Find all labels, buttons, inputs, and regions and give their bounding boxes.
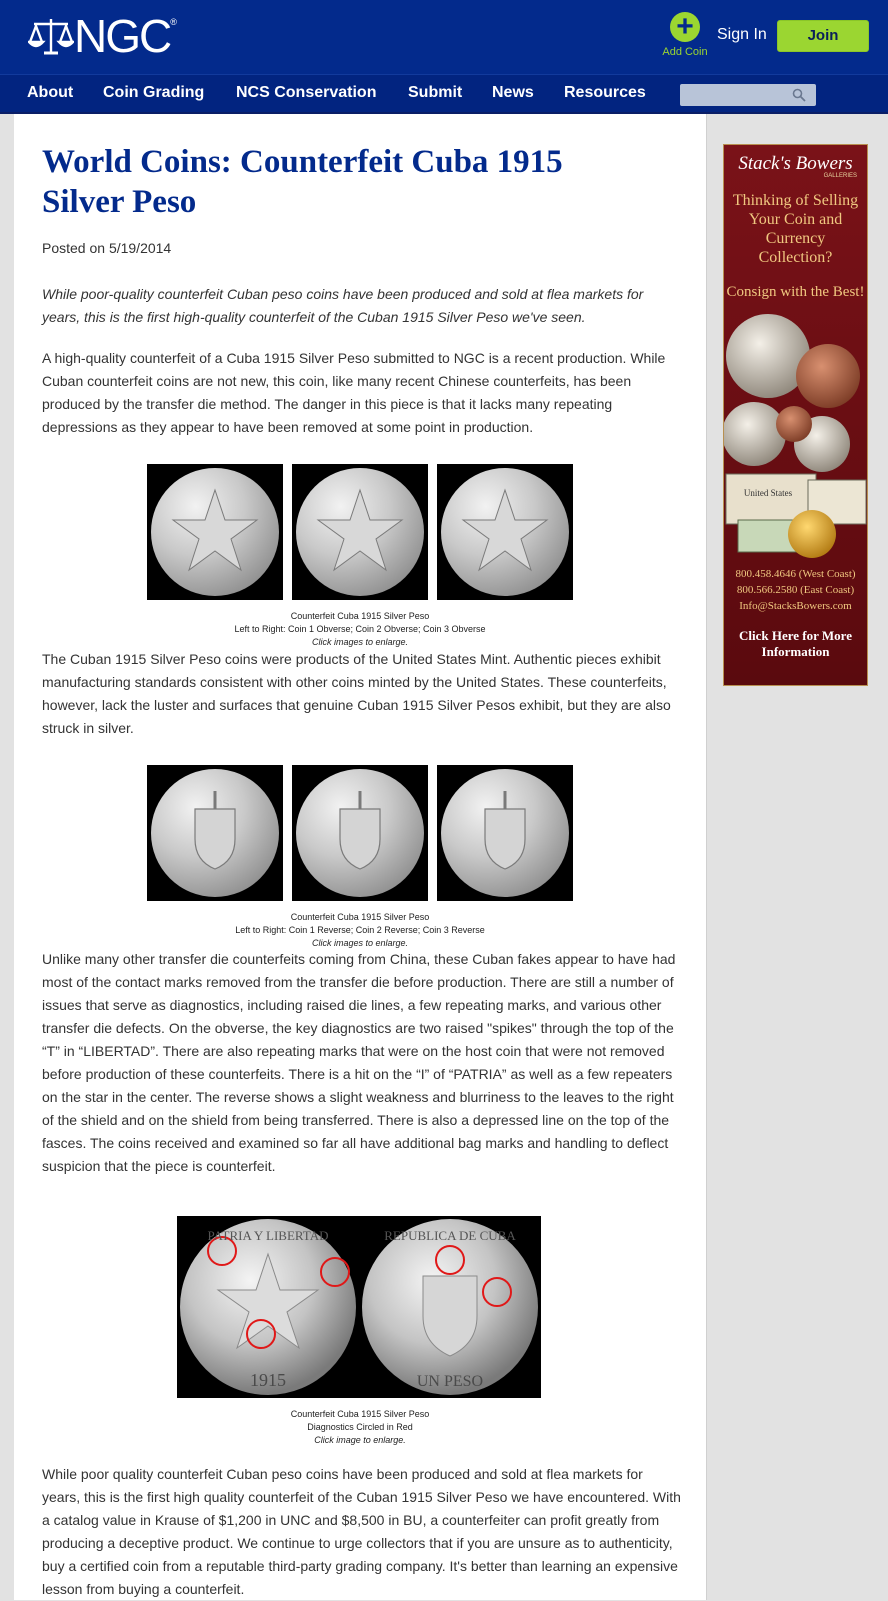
add-coin-label: Add Coin [662,46,708,58]
ad-coin-collage [724,310,867,566]
caption-note: Click images to enlarge. [311,938,409,948]
svg-text:1915: 1915 [250,1370,286,1390]
scales-logo-icon [28,16,74,56]
nav-item-news[interactable]: News [492,84,534,101]
ad-galleries: GALLERIES [823,173,857,179]
sidebar [706,114,888,1600]
svg-text:UN PESO: UN PESO [416,1373,484,1390]
search-input[interactable] [680,84,816,106]
search-icon[interactable] [792,88,806,102]
join-button[interactable]: Join [777,20,869,52]
nav-item-ncs-conservation[interactable]: NCS Conservation [236,84,377,101]
caption-subtitle: Diagnostics Circled in Red [307,1422,413,1432]
paragraph-2: The Cuban 1915 Silver Peso coins were products of the United States Mint. Authentic pieces exhibit manufacturing standards consistent with other coins minted by the United States. These counterfeits, however, lack the luster and surfaces that genuine Cuban 1915 Silver Pesos exhibit, but they are also struck in silver. [42,651,671,736]
ad-headline: Thinking of Selling Your Coin and Currency Collection? [732,192,859,266]
site-header [0,0,888,74]
ad-consign: Consign with the Best! [726,284,865,300]
coin-2-reverse-image[interactable] [292,765,428,901]
star-icon [296,468,424,596]
ngc-logo[interactable] [28,12,177,60]
coin-3-reverse-image[interactable] [437,765,573,901]
nav-item-about[interactable]: About [27,84,74,101]
caption-subtitle: Left to Right: Coin 1 Reverse; Coin 2 Reverse; Coin 3 Reverse [235,925,485,935]
page-title: World Coins: Counterfeit Cuba 1915 Silver Peso [42,144,563,220]
main-nav [0,74,888,114]
stacks-bowers-ad[interactable] [723,144,868,686]
nav-item-resources[interactable]: Resources [564,84,646,101]
caption-note: Click image to enlarge. [314,1435,406,1445]
logo-text: NGC [74,10,171,62]
coin-1-obverse-image[interactable] [147,464,283,600]
coin-face [441,468,569,596]
diagnostics-coins [177,1216,541,1398]
star-icon [151,468,279,596]
sign-in-link[interactable]: Sign In [717,26,767,43]
coin-face [151,468,279,596]
caption-title: Counterfeit Cuba 1915 Silver Peso [290,611,430,621]
coin-1-reverse-image[interactable] [147,765,283,901]
ad-email: Info@StacksBowers.com [739,600,852,612]
coin-face [441,769,569,897]
coin-3-obverse-image[interactable] [437,464,573,600]
image-caption-3 [14,1408,706,1447]
plus-circle-icon: + [670,12,700,42]
add-coin-button[interactable] [660,12,710,58]
caption-subtitle: Left to Right: Coin 1 Obverse; Coin 2 Obverse; Coin 3 Obverse [234,624,486,634]
shield-icon [151,769,279,897]
posted-date: Posted on 5/19/2014 [42,240,172,256]
shield-icon [296,769,424,897]
nav-item-submit[interactable]: Submit [408,84,463,101]
shield-icon [441,769,569,897]
svg-text:United States: United States [743,488,793,498]
caption-title: Counterfeit Cuba 1915 Silver Peso [290,1409,430,1419]
coin-face [296,769,424,897]
caption-note: Click images to enlarge. [311,637,409,647]
ad-brand: Stack's Bowers [738,153,853,174]
diagnostics-image[interactable] [177,1216,541,1398]
svg-text:PATRIA Y LIBERTAD: PATRIA Y LIBERTAD [207,1228,329,1243]
svg-text:REPUBLICA DE CUBA: REPUBLICA DE CUBA [384,1228,516,1243]
article-content [14,114,706,1600]
registered-mark: ® [170,17,177,27]
ad-phone-west: 800.458.4646 (West Coast) [735,568,856,580]
image-caption-2 [14,911,706,950]
paragraph-4: While poor quality counterfeit Cuban peso coins have been produced and sold at flea markets for years, this is the first high quality counterfeit of the Cuban 1915 Silver Peso we have encountered. With a catalog value in Krause of $1,200 in UNC and $8,500 in BU, a counterfeiter can profit greatly from producing a deceptive product. We continue to urge collectors that if you are unsure as to authenticity, buy a certified coin from a reputable third-party grading company. It's better than learning an expensive lesson from buying a counterfeit. [42,1466,681,1597]
coin-2-obverse-image[interactable] [292,464,428,600]
star-icon [441,468,569,596]
caption-title: Counterfeit Cuba 1915 Silver Peso [290,912,430,922]
coin-face [296,468,424,596]
ad-cta-link[interactable]: Click Here for More Information [739,628,852,659]
ad-phone-east: 800.566.2580 (East Coast) [736,584,855,596]
image-caption-1 [14,610,706,649]
nav-item-coin-grading[interactable]: Coin Grading [103,84,205,101]
coin-face [151,769,279,897]
paragraph-3: Unlike many other transfer die counterfeits coming from China, these Cuban fakes appear to have had most of the contact marks removed from the transfer die before production. There are still a number of issues that serve as diagnostics, including raised die lines, a few repeating marks, and various other transfer die defects. On the obverse, the key diagnostics are two raised "spikes" through the top of the “T” in “LIBERTAD”. There are also repeating marks that were on the host coin that were not removed before production of these counterfeits. There is a hit on the “I” of “PATRIA” as well as a few repeaters on the star in the center. The reverse shows a slight weakness and blurriness to the leaves to the right of the shield and on the shield from being transferred. There is also a depressed line on the top of the fasces. The coins received and examined so far all have additional bag marks and handling to deflect suspicion that the piece is counterfeit. [42,951,676,1174]
intro-paragraph: While poor-quality counterfeit Cuban peso coins have been produced and sold at flea markets for years, this is the first high-quality counterfeit of the Cuban 1915 Silver Peso we've seen. [42,286,644,325]
paragraph-1: A high-quality counterfeit of a Cuba 1915 Silver Peso submitted to NGC is a recent production. While Cuban counterfeit coins are not new, this coin, like many recent Chinese counterfeits, has been produced by the transfer die method. The danger in this piece is that it lacks many repeating depressions as they appear to have been removed at some point in production. [42,350,666,435]
